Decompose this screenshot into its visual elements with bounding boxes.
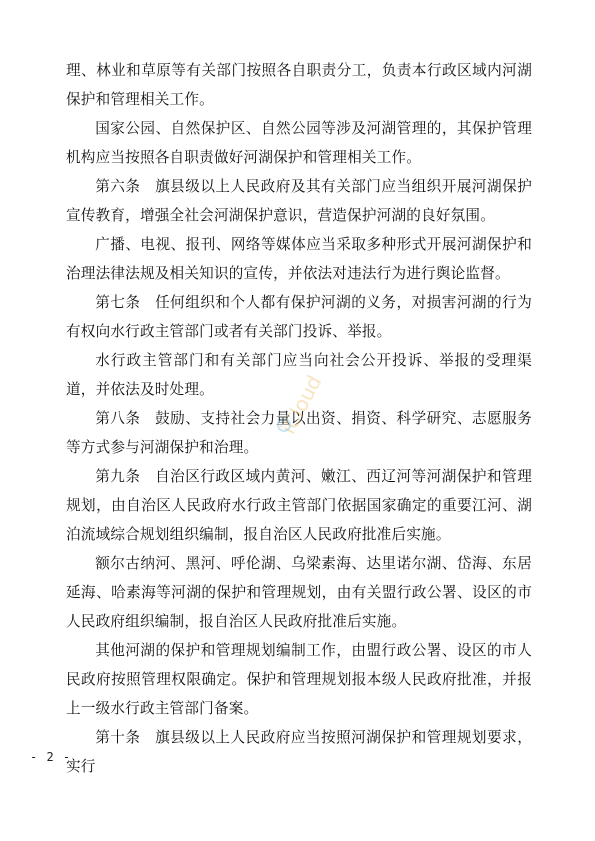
article-number: 第八条 [95, 410, 141, 427]
paragraph-text: 其他河湖的保护和管理规划编制工作，由盟行政公署、设区的市人民政府按照管理权限确定。保护和管理规划报本级人民政府批准，并报上一级水行政主管部门备案。 [66, 642, 532, 717]
paragraph-text: 自治区行政区域内黄河、嫩江、西辽河等河湖保护和管理规划，由自治区人民政府水行政主管部门依据国家确定的重要江河、湖泊流域综合规划组织编制，报自治区人民政府批准后实施。 [66, 468, 532, 543]
paragraph-article-8 [66, 404, 532, 462]
document-body [66, 56, 532, 781]
paragraph-article-7 [66, 288, 532, 346]
paragraph-text: 任何组织和个人都有保护河湖的义务，对损害河湖的行为有权向水行政主管部门或者有关部门投诉、举报。 [66, 294, 532, 340]
paragraph-text: 额尔古纳河、黑河、呼伦湖、乌梁素海、达里诺尔湖、岱海、东居延海、哈素海等河湖的保护和管理规划，由有关盟行政公署、设区的市人民政府组织编制，报自治区人民政府批准后实施。 [66, 555, 532, 630]
paragraph-1 [66, 56, 532, 114]
paragraph-text: 旗县级以上人民政府及其有关部门应当组织开展河湖保护宣传教育，增强全社会河湖保护意识，营造保护河湖的良好氛围。 [66, 178, 532, 224]
paragraph-4 [66, 230, 532, 288]
article-number: 第十条 [95, 729, 141, 746]
paragraph-10 [66, 636, 532, 723]
article-number: 第七条 [95, 294, 141, 311]
paragraph-text: 水行政主管部门和有关部门应当向社会公开投诉、举报的受理渠道，并依法及时处理。 [66, 352, 532, 398]
paragraph-article-10 [66, 723, 532, 781]
paragraph-article-6 [66, 172, 532, 230]
paragraph-text: 理、林业和草原等有关部门按照各自职责分工，负责本行政区域内河湖保护和管理相关工作。 [66, 62, 532, 108]
paragraph-2 [66, 114, 532, 172]
paragraph-article-9 [66, 462, 532, 549]
paragraph-9 [66, 549, 532, 636]
paragraph-text: 国家公园、自然保护区、自然公园等涉及河湖管理的，其保护管理机构应当按照各自职责做好河湖保护和管理相关工作。 [66, 120, 532, 166]
paragraph-text: 广播、电视、报刊、网络等媒体应当采取多种形式开展河湖保护和治理法律法规及相关知识的宣传，并依法对违法行为进行舆论监督。 [66, 236, 532, 282]
page-number: - 2 - [30, 750, 72, 764]
paragraph-6 [66, 346, 532, 404]
paragraph-text: 旗县级以上人民政府应当按照河湖保护和管理规划要求，实行 [66, 729, 532, 775]
svg-text:iCloud: iCloud [275, 371, 327, 438]
article-number: 第六条 [95, 178, 141, 195]
article-number: 第九条 [95, 468, 141, 485]
paragraph-text: 鼓励、支持社会力量以出资、捐资、科学研究、志愿服务等方式参与河湖保护和治理。 [66, 410, 532, 456]
